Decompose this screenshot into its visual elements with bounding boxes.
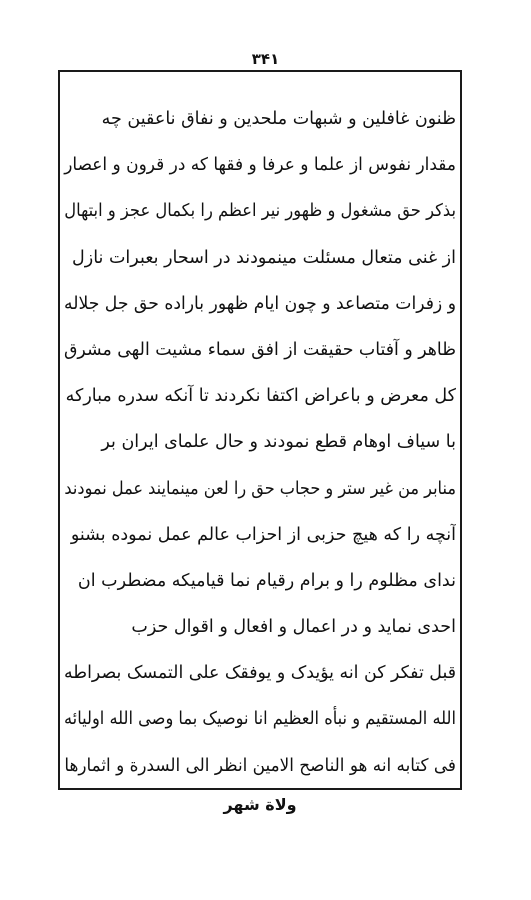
text-line: با سیاف اوهام قطع نمودند و حال علمای ایران بر (101, 432, 456, 453)
text-line: کل معرض و باعراض اکتفا نکردند تا آنکه سدره مبارکه (65, 386, 456, 407)
text-line: بذکر حق مشغول و ظهور نیر اعظم را بکمال عجز و ابتهال (64, 201, 457, 222)
text-line: الله المستقیم و نبأه العظیم انا نوصیک بما وصی الله اولیائه (63, 709, 457, 730)
text-line: منابر من غیر ستر و حجاب حق را لعن مینمایند عمل نمودند (64, 478, 456, 499)
text-line: ظنون غافلین و شبهات ملحدین و نفاق ناعقین چه (101, 109, 456, 129)
text-line: احدی نماید و در اعمال و افعال و اقوال حزب (131, 617, 456, 638)
text-line: مقدار نفوس از علما و عرفا و فقها که در قرون و اعصار (64, 155, 456, 176)
text-line: و زفرات متصاعد و چون ایام ظهور باراده حق جل جلاله (64, 293, 457, 314)
text-line: آنچه را که هیچ حزبی از احزاب عالم عمل نموده بشنو (70, 524, 456, 545)
text-line: ظاهر و آفتاب حقیقت از افق سماء مشیت الهی مشرق (63, 339, 457, 360)
text-line: فی کتابه انه هو الناصح الامین انظر الی السدرة و اثمارها (64, 755, 457, 776)
manuscript-text-block (64, 96, 456, 789)
catchword: ولاة شهر (223, 795, 297, 814)
text-line: از غنی متعال مسئلت مینمودند در اسحار بعبرات نازل (72, 247, 456, 268)
text-line: ندای مظلوم را و برام رقیام نما قیامیکه مضطرب ان (77, 570, 456, 591)
page-number: ۳۴۱ (251, 50, 280, 68)
text-line: قبل تفکر کن انه یؤیدک و یوفقک علی التمسک بصراطه (63, 663, 456, 684)
